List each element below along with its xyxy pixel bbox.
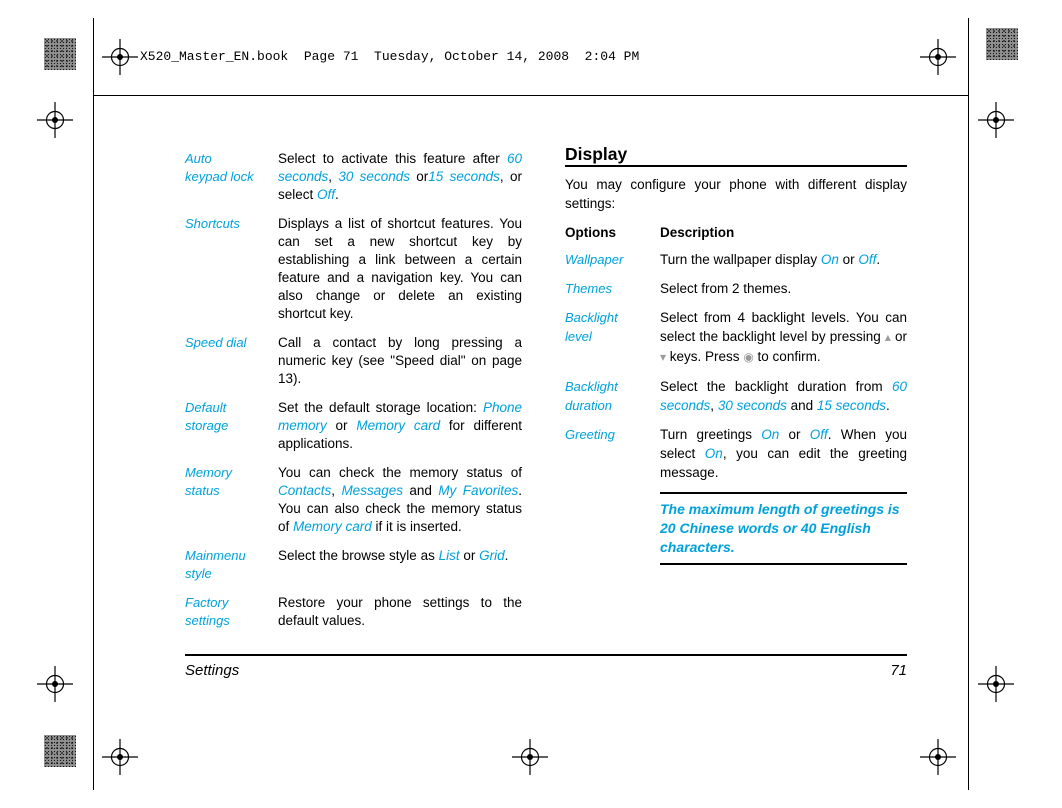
option-description (278, 594, 522, 630)
text-segment: or (779, 427, 810, 442)
text-segment: and (786, 398, 817, 413)
option-description (660, 250, 907, 269)
accent-text: My Favorites (438, 483, 519, 498)
text-segment: or (890, 329, 907, 344)
table-row (185, 215, 522, 323)
accent-text: Off (317, 187, 336, 202)
table-row (565, 377, 907, 415)
accent-text: Grid (479, 548, 505, 563)
text-segment: keys. Press (666, 349, 744, 364)
accent-text: 60 seconds (660, 379, 907, 413)
page-number: 71 (890, 662, 907, 679)
crop-line-horizontal-top (93, 95, 968, 96)
halftone-patch (44, 38, 76, 70)
registration-mark (920, 39, 956, 75)
registration-mark (920, 739, 956, 775)
accent-text: On (704, 446, 723, 461)
text-segment: , (331, 483, 342, 498)
table-row (185, 464, 522, 536)
crop-line-vertical-right (968, 18, 969, 790)
accent-text: List (438, 548, 460, 563)
table-row (185, 334, 522, 388)
text-segment: Displays a list of shortcut features. You can set a new shortcut key by establishing a link between a certain feature and a navigation key. You can also change or delete an existing shortcut key. (278, 216, 522, 321)
down-key-icon: ▾ (660, 350, 667, 364)
text-segment: if it is inserted. (371, 519, 462, 534)
table-row (185, 399, 522, 453)
option-label: Greeting (565, 427, 615, 442)
option-label: Mainmenu style (185, 548, 246, 581)
text-segment: , you can edit the greeting message. (660, 446, 907, 480)
accent-text: 30 seconds (338, 169, 410, 184)
table-row (185, 150, 522, 204)
accent-text: 60 seconds (278, 151, 522, 184)
option-description (278, 334, 522, 388)
accent-text: Phone memory (278, 400, 522, 433)
text-segment: Select from 2 themes. (660, 281, 792, 296)
option-description (278, 215, 522, 323)
column-header-description: Description (660, 225, 735, 240)
option-description (660, 308, 907, 367)
option-label: Wallpaper (565, 252, 624, 267)
accent-text: Memory card (293, 519, 372, 534)
text-segment: Turn the wallpaper display (660, 252, 821, 267)
option-label: Auto keypad lock (185, 151, 254, 184)
display-section (565, 143, 907, 565)
option-label: Factory settings (185, 595, 230, 628)
note: The maximum length of greetings is 20 Chinese words or 40 English characters. (660, 492, 907, 565)
table-row (565, 279, 907, 298)
text-segment: Select the backlight duration from (660, 379, 892, 394)
text-segment: . (335, 187, 339, 202)
text-segment: or (326, 418, 357, 433)
footer-section-title: Settings (185, 662, 240, 679)
text-segment: , or select (278, 169, 522, 202)
text-segment: You can check the memory status of (278, 465, 522, 480)
halftone-patch (986, 28, 1018, 60)
text-segment: Call a contact by long pressing a numeric key (see "Speed dial" on page 13). (278, 335, 522, 386)
text-segment: and (402, 483, 439, 498)
up-key-icon: ▴ (884, 330, 891, 344)
heading-rule (565, 165, 907, 167)
settings-options-table (185, 150, 522, 641)
option-description (660, 425, 907, 482)
document-header: X520_Master_EN.book Page 71 Tuesday, October 14, 2008 2:04 PM (140, 49, 640, 64)
text-segment: . When you select (660, 427, 907, 461)
accent-text: Messages (341, 483, 403, 498)
option-label: Backlight level (565, 310, 618, 344)
option-description (278, 464, 522, 536)
text-segment: . (876, 252, 881, 267)
text-segment: or (409, 169, 429, 184)
option-label: Themes (565, 281, 612, 296)
option-label: Default storage (185, 400, 229, 433)
accent-text: 30 seconds (717, 398, 787, 413)
option-description (278, 547, 522, 583)
accent-text: Contacts (278, 483, 332, 498)
text-segment: Restore your phone settings to the default values. (278, 595, 522, 628)
accent-text: 15 seconds (816, 398, 886, 413)
accent-text: On (820, 252, 839, 267)
option-description (660, 279, 907, 298)
registration-mark (102, 39, 138, 75)
text-segment: or (459, 548, 480, 563)
text-segment: for different applications. (278, 418, 522, 451)
accent-text: 15 seconds (428, 169, 500, 184)
option-description (278, 399, 522, 453)
registration-mark (37, 666, 73, 702)
option-label: Shortcuts (185, 216, 240, 231)
table-row (565, 425, 907, 482)
page-footer (185, 654, 907, 679)
text-segment: or (838, 252, 859, 267)
option-label: Backlight duration (565, 379, 618, 413)
accent-text: On (761, 427, 780, 442)
registration-mark (978, 666, 1014, 702)
ok-key-icon: ◉ (743, 350, 754, 364)
text-segment: . You can also check the memory status of (278, 483, 522, 534)
text-segment: , (328, 169, 339, 184)
column-header-options: Options (565, 225, 616, 240)
text-segment: . (504, 548, 509, 563)
registration-mark (37, 102, 73, 138)
option-label: Memory status (185, 465, 232, 498)
option-description (660, 377, 907, 415)
text-segment: Set the default storage location: (278, 400, 483, 415)
text-segment: Turn greetings (660, 427, 762, 442)
option-label: Speed dial (185, 335, 247, 350)
halftone-patch (44, 735, 76, 767)
registration-mark (512, 739, 548, 775)
table-row (565, 250, 907, 269)
text-segment: Select to activate this feature after (278, 151, 507, 166)
table-header-row (565, 223, 907, 242)
accent-text: Off (809, 427, 828, 442)
option-description (278, 150, 522, 204)
text-segment: . (885, 398, 890, 413)
table-row (565, 308, 907, 367)
section-intro: You may configure your phone with different display settings: (565, 177, 907, 211)
accent-text: Off (858, 252, 877, 267)
crop-line-vertical-left (93, 18, 94, 790)
footer-rule (185, 654, 907, 656)
accent-text: Memory card (356, 418, 441, 433)
footer-text (185, 662, 907, 679)
text-segment: Select the browse style as (278, 548, 439, 563)
section-heading: Display (565, 144, 628, 164)
text-segment: , (710, 398, 718, 413)
text-segment: Select from 4 backlight levels. You can select the backlight level by pressing (660, 310, 907, 344)
registration-mark (102, 739, 138, 775)
table-row (185, 547, 522, 583)
text-segment: to confirm. (753, 349, 821, 364)
table-row (185, 594, 522, 630)
registration-mark (978, 102, 1014, 138)
